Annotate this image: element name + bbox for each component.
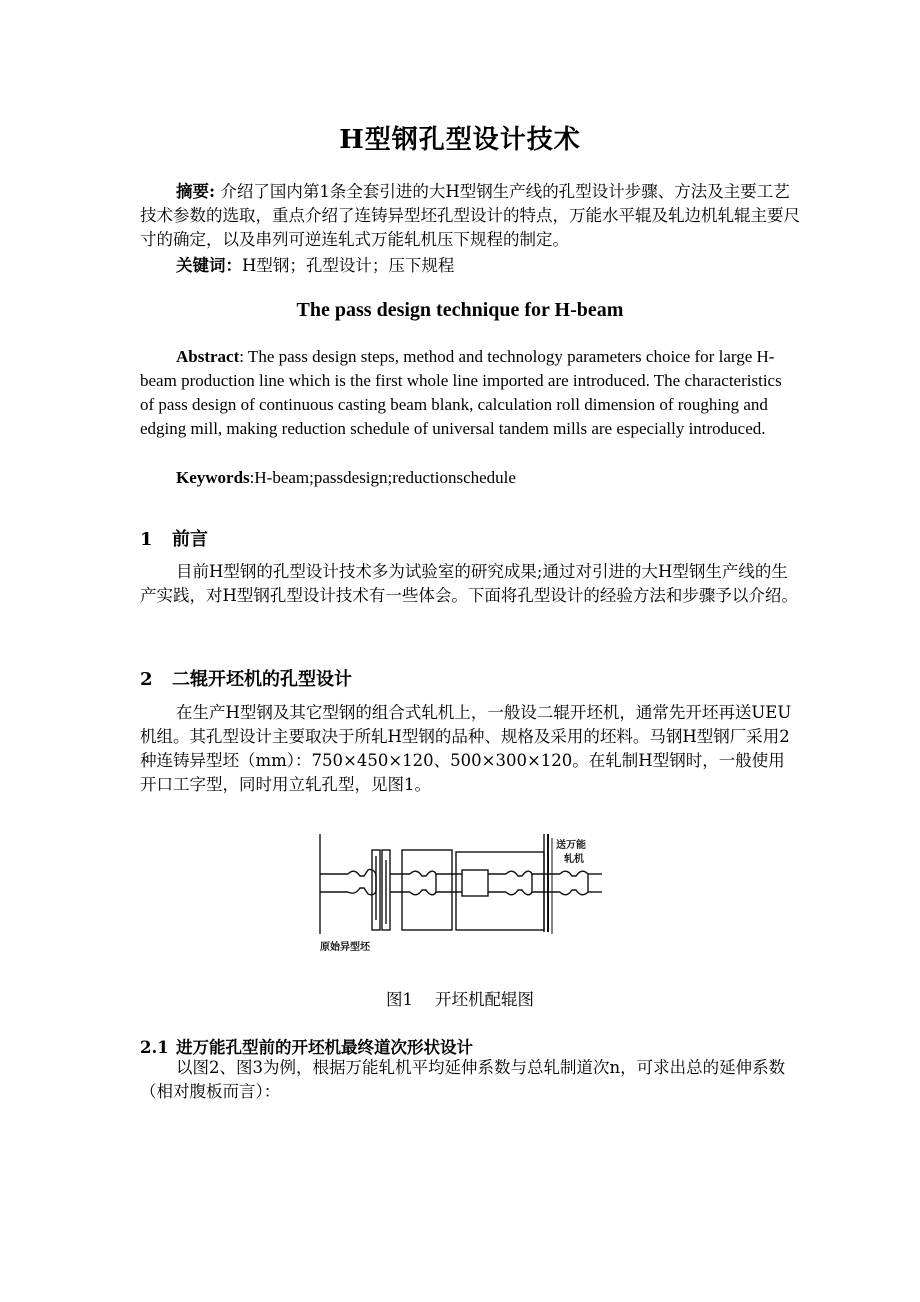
abstract-en-text: : The pass design steps, method and technology parameters choice for large H-beam production line which is the first whole line imported are introduced. The characteristics of pass design of continuous casting beam blank, calculation roll dimension of roughing and edging mill, making reduction schedule of universal tandem mills are especially introduced. bbox=[140, 347, 782, 438]
figure-1-caption bbox=[0, 986, 920, 1010]
figure-1 bbox=[316, 830, 606, 954]
section-2-number: 2 bbox=[140, 669, 153, 690]
keywords-en-label: Keywords bbox=[176, 468, 250, 487]
abstract-cn-text: 介绍了国内第1条全套引进的大H型钢生产线的孔型设计步骤、方法及主要工艺技术参数的选取，重点介绍了连铸异型坯孔型设计的特点，万能水平辊及轧边机轧辊主要尺寸的确定，以及串列可逆连轧式万能轧机压下规程的制定。 bbox=[140, 182, 800, 249]
english-title: The pass design technique for H-beam bbox=[296, 299, 624, 321]
roll-stand-5 bbox=[456, 852, 544, 930]
keywords-cn-text: H型钢；孔型设计；压下规程 bbox=[242, 256, 455, 275]
label-to-universal-line2: 轧机 bbox=[564, 854, 584, 865]
roll-stand-3 bbox=[402, 850, 452, 930]
section-2-body: 在生产H型钢及其它型钢的组合式轧机上，一般设二辊开坯机，通常先开坯再送UEU机组。其孔型设计主要取决于所轧H型钢的品种、规格及采用的坯料。马钢H型钢厂采用2种连铸异型坯（mm）：750×450×120、500×300×120。在轧制H型钢时，一般使用开口工字型，同时用立轧孔型，见图1。 bbox=[140, 703, 792, 794]
beam-blank-pass-2 bbox=[410, 871, 436, 895]
keywords-cn-label: 关键词： bbox=[176, 256, 242, 275]
abstract-en-label: Abstract bbox=[176, 347, 240, 366]
section-2-heading bbox=[140, 665, 352, 691]
beam-blank-pass-4 bbox=[560, 871, 588, 895]
label-to-universal-line1: 送万能 bbox=[556, 840, 586, 851]
figure-1-caption-number: 图1 bbox=[386, 990, 413, 1009]
section-2-1-body: 以图2、图3为例，根据万能轧机平均延伸系数与总轧制道次n，可求出总的延伸系数（相对腹板而言）： bbox=[140, 1058, 786, 1101]
section-1-body: 目前H型钢的孔型设计技术多为试验室的研究成果;通过对引进的大H型钢生产线的生产实践，对H型钢孔型设计技术有一些体会。下面将孔型设计的经验方法和步骤予以介绍。 bbox=[140, 562, 798, 605]
label-original-blank: 原始异型坯 bbox=[320, 942, 370, 953]
abstract-en bbox=[140, 345, 790, 441]
page-title: H型钢孔型设计技术 bbox=[339, 125, 581, 155]
roll-arrangement-diagram bbox=[316, 830, 606, 954]
section-2-1-heading bbox=[140, 1034, 473, 1058]
keywords-en bbox=[140, 466, 800, 490]
section-2-1-number: 2.1 bbox=[140, 1038, 169, 1057]
figure-1-caption-text: 开坯机配辊图 bbox=[435, 990, 534, 1009]
beam-blank-pass-3 bbox=[506, 871, 532, 895]
section-1-number: 1 bbox=[140, 529, 153, 550]
abstract-cn-label: 摘要 bbox=[176, 182, 209, 201]
keywords-en-text: :H-beam;passdesign;reductionschedule bbox=[249, 468, 516, 487]
keywords-cn bbox=[140, 254, 800, 278]
section-1-title: 前言 bbox=[172, 529, 208, 550]
section-1-heading bbox=[140, 525, 208, 551]
section-2-1-title: 进万能孔型前的开坯机最终道次形状设计 bbox=[176, 1038, 473, 1057]
section-2-title: 二辊开坯机的孔型设计 bbox=[172, 669, 352, 690]
abstract-cn: 摘要: 介绍了国内第1条全套引进的大H型钢生产线的孔型设计步骤、方法及主要工艺技术参数的选取，重点介绍了连铸异型坯孔型设计的特点，万能水平辊及轧边机轧辊主要尺寸的确定，以及串列可逆连轧式万能轧机压下规程的制定。 bbox=[140, 182, 800, 249]
roll-stand-4 bbox=[462, 870, 488, 896]
